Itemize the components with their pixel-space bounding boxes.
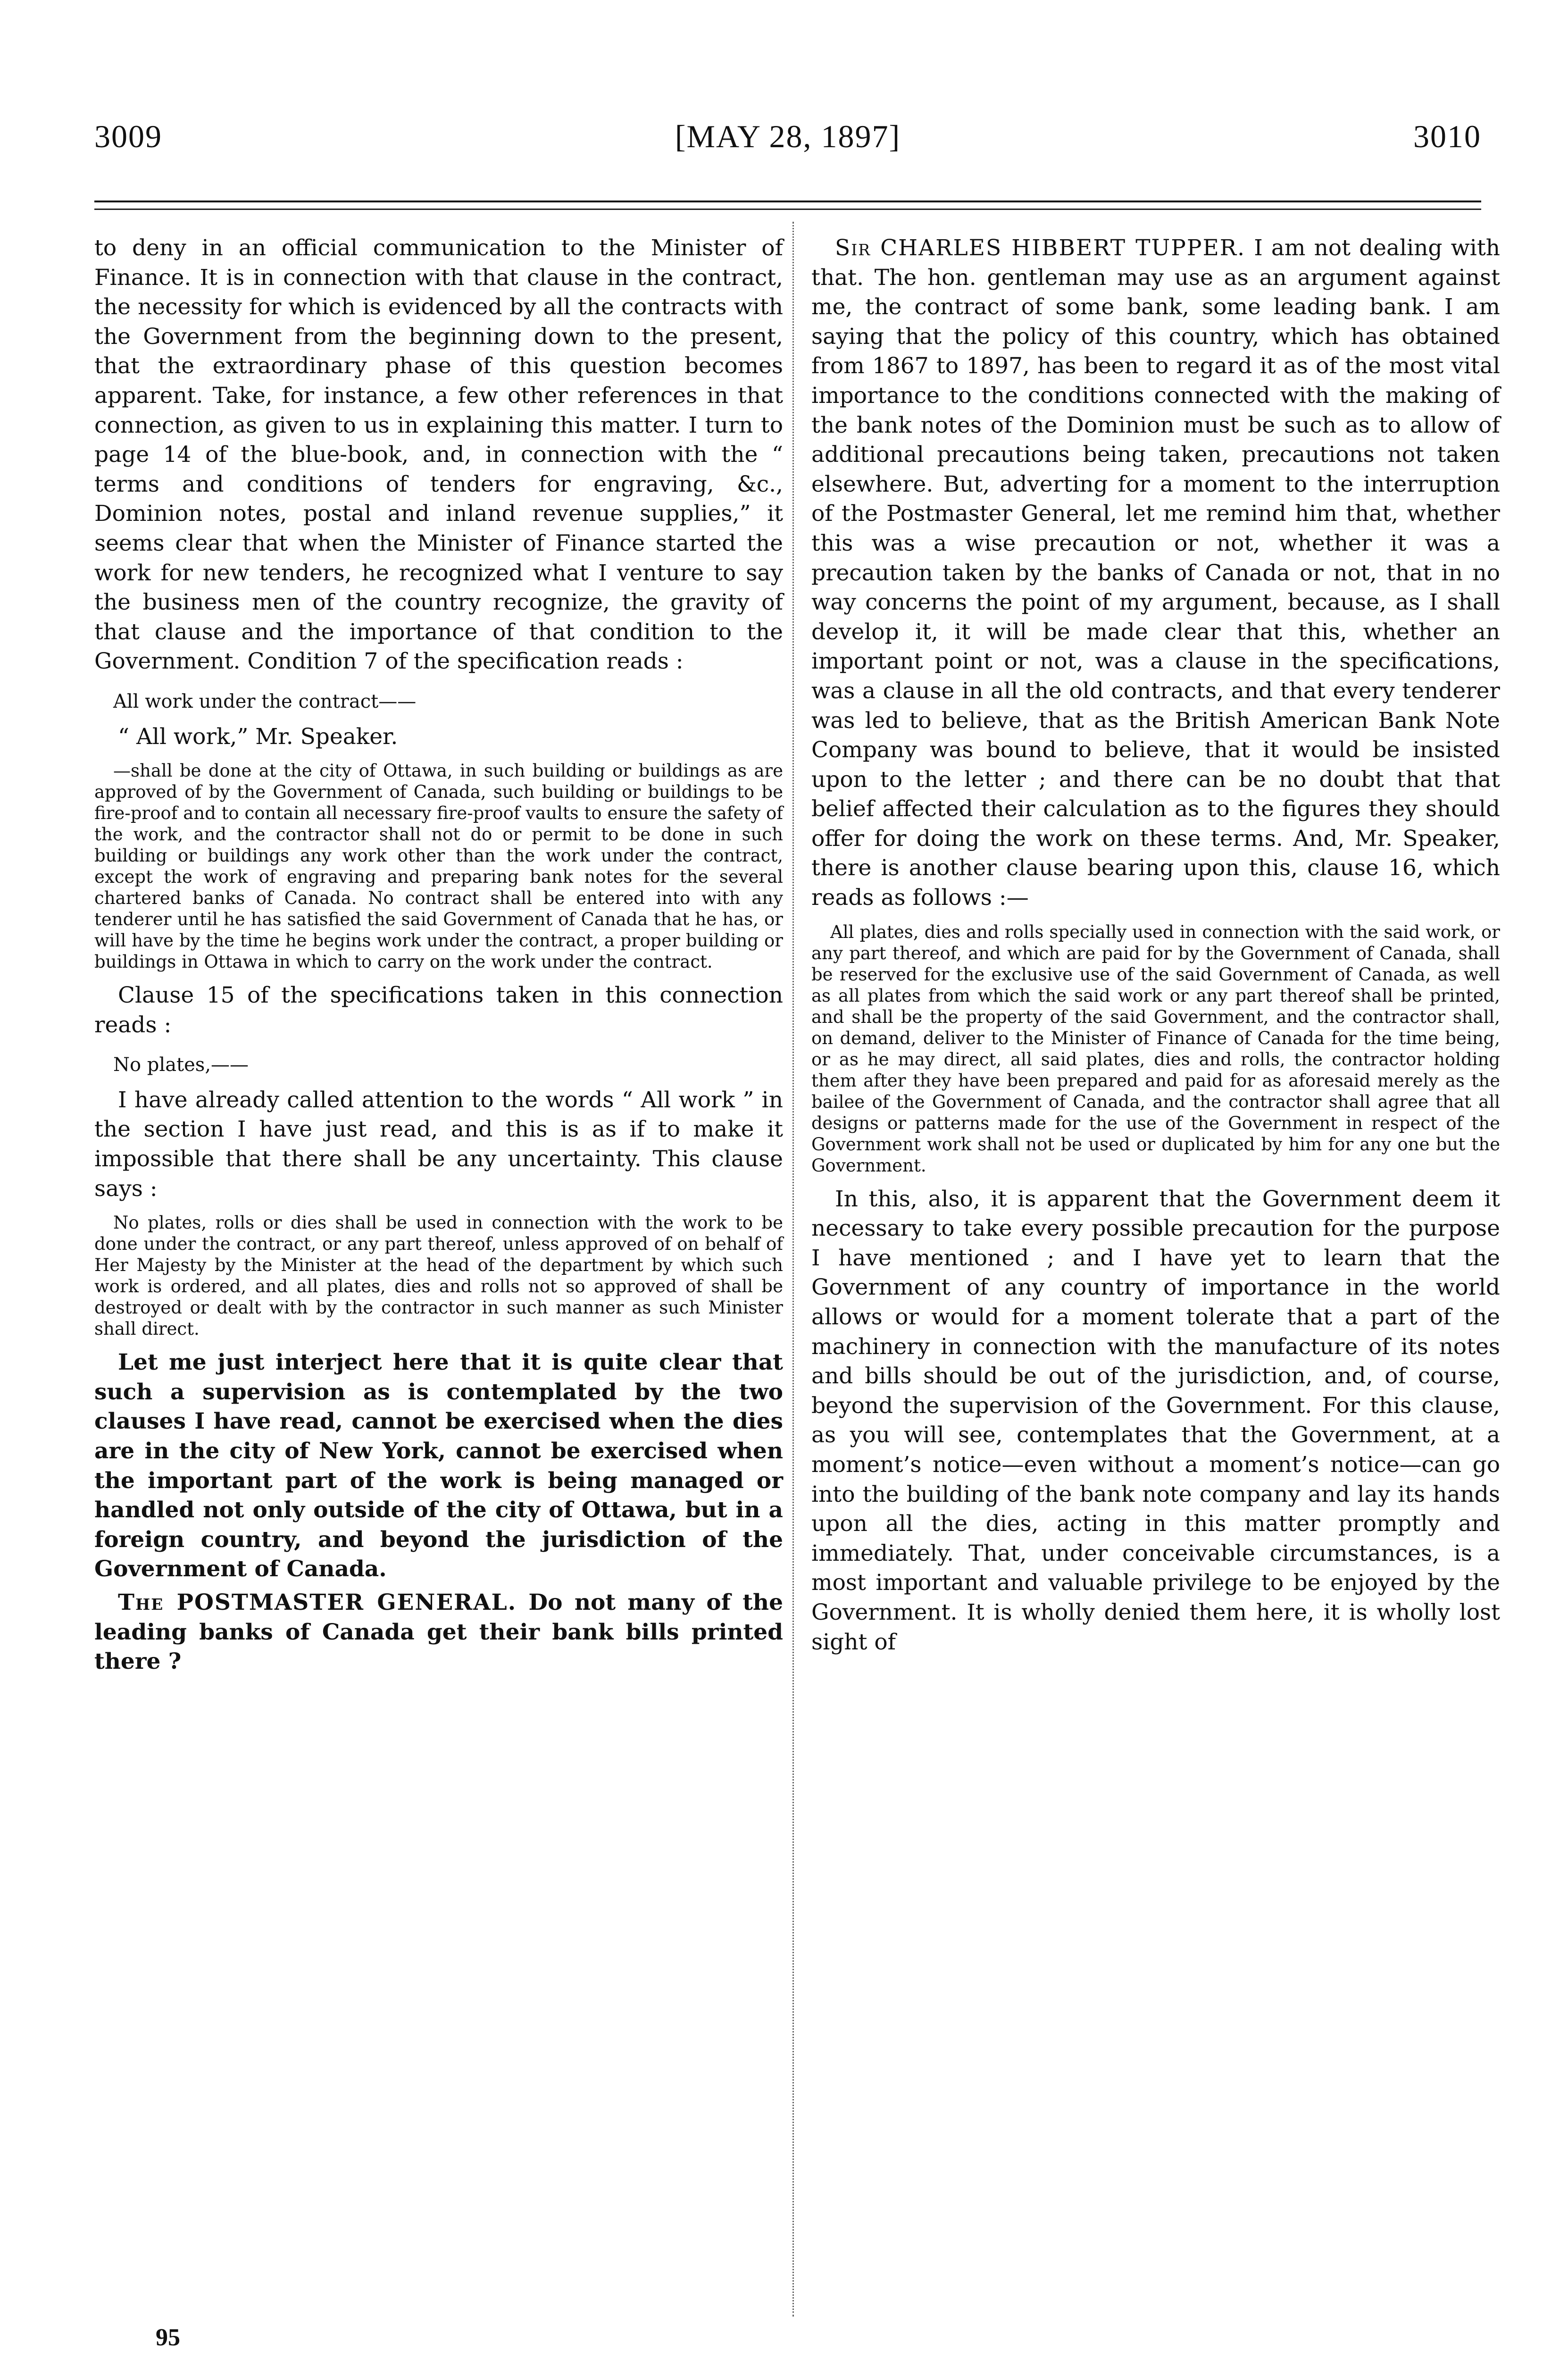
- left-quote-2: No plates, rolls or dies shall be used in connection with the work to be done under the contract, or any part thereof, unless approved of on behalf of Her Majesty by the Minister at the head of the department by which such work is ordered, and all plates, dies and rolls not so approved of shall be destroyed or dealt with by the contractor in such manner as such Minister shall direct.: [94, 1213, 783, 1339]
- right-paragraph-1-text: I am not dealing with that. The hon. gentleman may use as an argument against me, the contract of some bank, some leading bank. I am saying that the policy of this country, which has obtained from 1867 to 1897, has been to regard it as of the most vital importance to the conditions connected with the making of the bank notes of the Dominion must be such as to allow of additional precautions being taken, precautions not taken elsewhere. But, adverting for a moment to the interruption of the Postmaster General, let me remind him that, whether this was a wise precaution or not, whether it was a precaution taken by the banks of Canada or not, that in no way concerns the point of my argument, because, as I shall develop it, it will be made clear that this, whether an important point or not, was a clause in the specifications, was a clause in all the old contracts, and that every tenderer was led to believe, that as the British American Bank Note Company was bound to believe, that it would be insisted upon to the letter ; and there can be no doubt that that belief affected their calculation as to the figures they should offer for doing the work on these terms. And, Mr. Speaker, there is another clause bearing upon this, clause 16, which reads as follows :—: [811, 235, 1500, 911]
- signature-mark: 95: [156, 2324, 180, 2351]
- right-quote-1: All plates, dies and rolls specially used in connection with the said work, or any part thereof, and which are paid for by the Government of Canada, shall be reserved for the exclusive use of the said Government of Canada, as well as all plates from which the said work or any part thereof shall be printed, and shall be the property of the said Government, and the contractor shall, on demand, deliver to the Minister of Finance of Canada for the time being, or as he may direct, all said plates, dies and rolls, the contractor holding them after they have been prepared and paid for as aforesaid merely as the bailee of the Government of Canada, and the contractor shall agree that all designs or patterns made for the use of the Government in respect of the Government work shall not be used or duplicated by him for any one but the Government.: [811, 921, 1500, 1176]
- left-paragraph-5: Let me just interject here that it is quite clear that such a supervision as is contemplated by the two clauses I have read, cannot be exercised when the dies are in the city of New York, cannot be exercised when the important part of the work is being managed or handled not only outside of the city of Ottawa, but in a foreign country, and beyond the jurisdiction of the Government of Canada.: [94, 1349, 783, 1582]
- left-paragraph-1: to deny in an official communication to the Minister of Finance. It is in connection with that clause in the contract, the necessity for which is evidenced by all the contracts with the Government from the beginning down to the present, that the extraordinary phase of this question becomes apparent. Take, for instance, a few other references in that connection, as given to us in explaining this matter. I turn to page 14 of the blue-book, and, in connection with the “ terms and conditions of tenders for engraving, &c., Dominion notes, postal and inland revenue supplies,” it seems clear that when the Minister of Finance started the work for new tenders, he recognized what I venture to say the business men of the country recognize, the gravity of that clause and the importance of that condition to the Government. Condition 7 of the specification reads :: [94, 235, 783, 675]
- left-paragraph-4: I have already called attention to the words “ All work ” in the section I have just read, and this is as if to make it impossible that there shall be any uncertainty. This clause says :: [94, 1087, 783, 1202]
- left-paragraph-2: “ All work,” Mr. Speaker.: [118, 723, 398, 750]
- header-rule-top: [94, 201, 1481, 202]
- page-header: [94, 118, 1481, 160]
- left-paragraph-3: Clause 15 of the specifications taken in this connection reads :: [94, 982, 783, 1038]
- left-quote-1: —shall be done at the city of Ottawa, in such building or buildings as are approved of by the Government of Canada, such building or buildings to be fire-proof and to contain all necessary fire-proof vaults to ensure the safety of the work, and the contractor shall not do or permit to be done in such building or buildings any work other than the work under the contract, except the work of engraving and preparing bank notes for the several chartered banks of Canada. No contract shall be entered into with any tenderer until he has satisfied the said Government of Canada that he has, or will have by the time he begins work under the contract, a proper building or buildings in Ottawa in which to carry on the work under the contract.: [94, 761, 783, 972]
- header-date: [MAY 28, 1897]: [675, 118, 901, 154]
- left-paragraph-6-text: Do not many of the leading banks of Canada get their bank bills printed there ?: [94, 1589, 783, 1675]
- speaker-postmaster-general: The POSTMASTER GENERAL.: [118, 1589, 517, 1615]
- header-rule-bottom: [94, 209, 1481, 210]
- column-divider: [792, 222, 794, 2317]
- left-quote-1-lead: All work under the contract——: [113, 690, 417, 712]
- right-paragraph-1: [811, 234, 1500, 913]
- left-page-number: 3009: [94, 118, 162, 154]
- right-column: [811, 234, 1500, 1661]
- left-column: [94, 234, 783, 1681]
- right-paragraph-2: In this, also, it is apparent that the Government deem it necessary to take every possible precaution for the purpose I have mentioned ; and I have yet to learn that the Government of any country of importance in the world allows or would for a moment tolerate that a part of the machinery in connection with the manufacture of its notes and bills should be out of the jurisdiction, and, of course, beyond the supervision of the Government. For this clause, as you will see, contemplates that the Government, at a moment’s notice—even without a moment’s notice—can go into the building of the bank note company and lay its hands upon all the dies, acting in this matter promptly and immediately. That, under conceivable circumstances, is a most important and valuable privilege to be enjoyed by the Government. It is wholly denied them here, it is wholly lost sight of: [811, 1186, 1500, 1655]
- left-quote-2-lead: No plates,——: [113, 1054, 249, 1076]
- right-page-number: 3010: [1413, 118, 1481, 154]
- speaker-charles-hibbert-tupper: Sir CHARLES HIBBERT TUPPER.: [835, 235, 1246, 261]
- left-paragraph-6: [94, 1588, 783, 1677]
